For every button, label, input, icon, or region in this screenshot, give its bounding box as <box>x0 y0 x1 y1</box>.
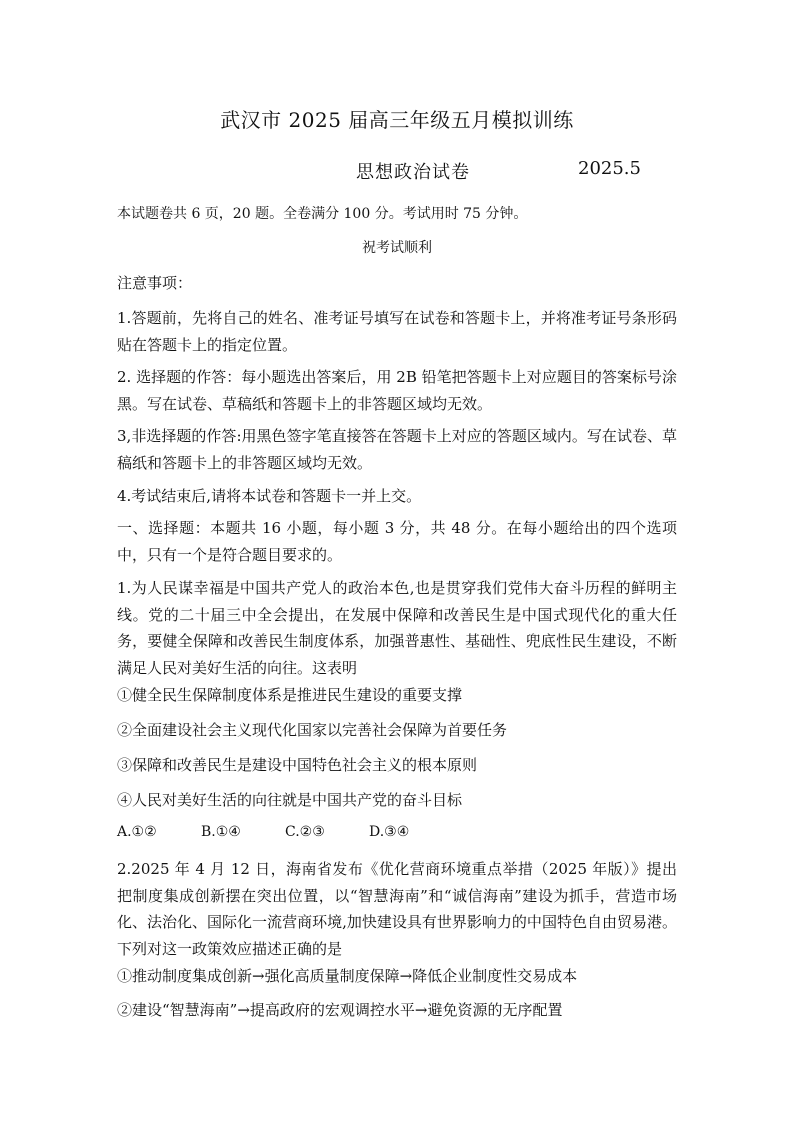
question-2-statement: ②建设“智慧海南”→提高政府的宏观调控水平→避免资源的无序配置 <box>117 1001 563 1019</box>
exam-intro: 本试题卷共 6 页，20 题。全卷满分 100 分。考试用时 75 分钟。 <box>117 206 528 222</box>
blessing-text: 祝考试顺利 <box>362 240 432 256</box>
question-1-statement: ②全面建设社会主义现代化国家以完善社会保障为首要任务 <box>117 721 508 739</box>
notice-item: 4.考试结束后,请将本试卷和答题卡一并上交。 <box>117 487 422 505</box>
question-2-statement: ①推动制度集成创新→强化高质量制度保障→降低企业制度性交易成本 <box>117 967 578 985</box>
notice-heading: 注意事项： <box>117 274 193 292</box>
notice-item: 3,非选择题的作答:用黑色签字笔直接答在答题卡上对应的答题区域内。写在试卷、草稿纸和答题卡上的非答题区域均无效。 <box>117 427 677 472</box>
question-1-statement: ③保障和改善民生是建设中国特色社会主义的根本原则 <box>117 756 478 774</box>
question-1-stem: 1.为人民谋幸福是中国共产党人的政治本色,也是贯穿我们党伟大奋斗历程的鲜明主线。党的二十届三中全会提出，在发展中保障和改善民生是中国式现代化的重大任务，要健全保障和改善民生制度体系，加强普惠性、基础性、兜底性民生建设，不断满足人民对美好生活的向往。这表明 <box>117 579 677 677</box>
subject-title: 思想政治试卷 <box>356 162 470 183</box>
notice-item: 2. 选择题的作答：每小题选出答案后，用 2B 铅笔把答题卡上对应题目的答案标号涂黑。写在试卷、草稿纸和答题卡上的非答题区域均无效。 <box>117 368 677 413</box>
option-b: B.①④ <box>201 824 241 840</box>
section-heading: 一、选择题：本题共 16 小题，每小题 3 分，共 48 分。在每小题给出的四个选项中，只有一个是符合题目要求的。 <box>117 519 677 564</box>
question-2-stem: 2.2025 年 4 月 12 日，海南省发布《优化营商环境重点举措（2025 年版）》提出把制度集成创新摆在突出位置，以“智慧海南”和“诚信海南”建设为抓手，营造市场化、法治化、国际化一流营商环境,加快建设具有世界影响力的中国特色自由贸易港。下列对这一政策效应描述正确的是 <box>117 860 677 958</box>
exam-date: 2025.5 <box>578 158 641 179</box>
option-d: D.③④ <box>369 824 410 840</box>
exam-title: 武汉市 2025 届高三年级五月模拟训练 <box>220 108 574 132</box>
question-1-statement: ①健全民生保障制度体系是推进民生建设的重要支撑 <box>117 686 463 704</box>
notice-item: 1.答题前，先将自己的姓名、准考证号填写在试卷和答题卡上，并将准考证号条形码贴在答题卡上的指定位置。 <box>117 309 677 354</box>
option-a: A.①② <box>117 824 157 840</box>
question-1-statement: ④人民对美好生活的向往就是中国共产党的奋斗目标 <box>117 791 463 809</box>
question-1-options <box>117 824 453 840</box>
option-c: C.②③ <box>285 824 325 840</box>
